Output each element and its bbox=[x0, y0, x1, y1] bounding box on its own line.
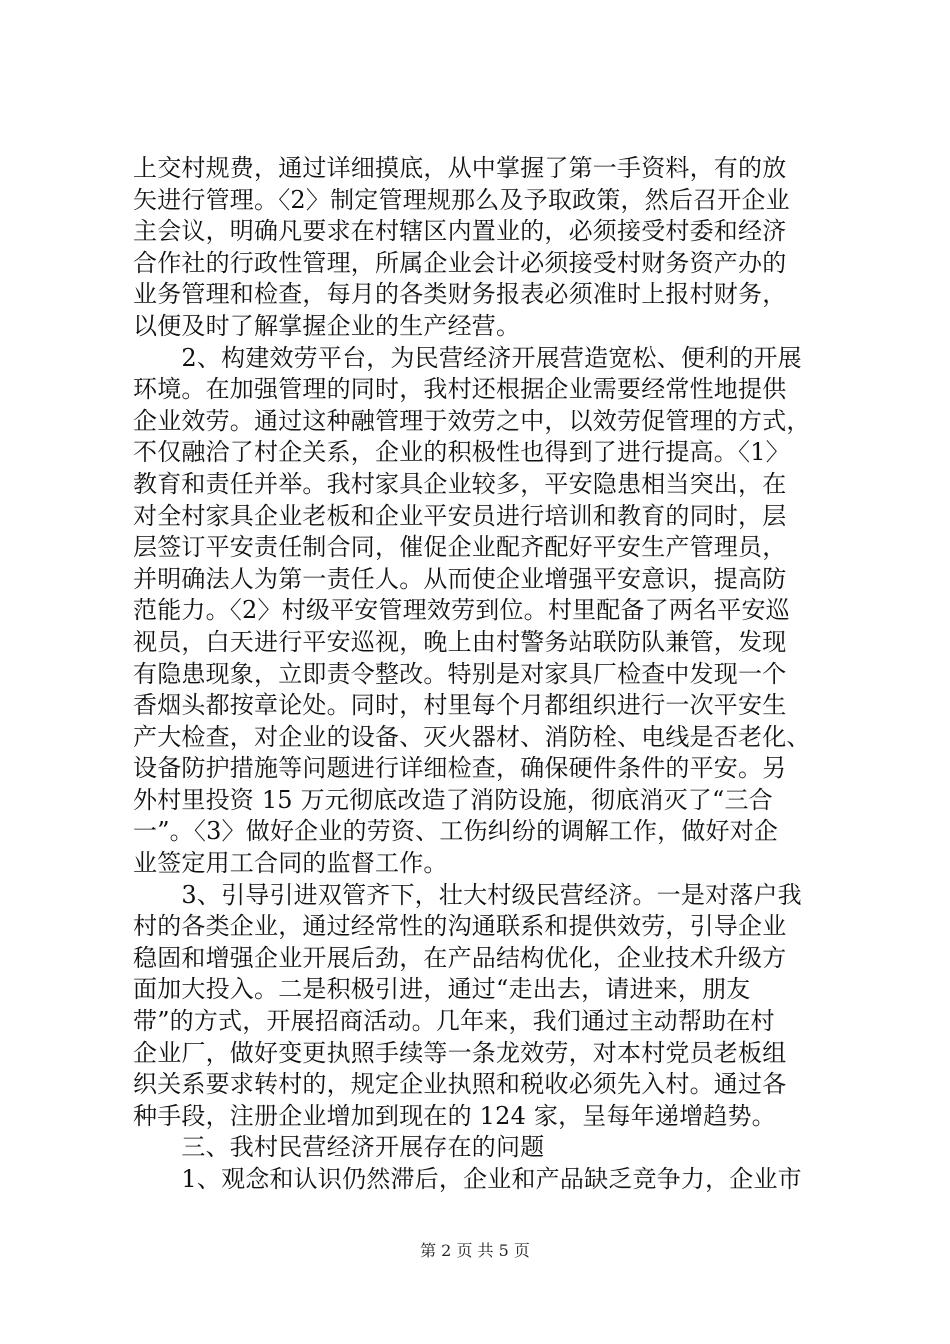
text-line: 上交村规费，通过详细摸底，从中掌握了第一手资料，有的放 bbox=[133, 154, 787, 182]
text-line: 环境。在加强管理的同时，我村还根据企业需要经常性地提供 bbox=[133, 375, 787, 404]
text-line: 外村里投资 15 万元彻底改造了消防设施，彻底消灭了“三合 bbox=[133, 785, 773, 814]
text-line: 合作社的行政性管理，所属企业会计必须接受村财务资产办的 bbox=[133, 248, 787, 277]
text-line: 产大检查，对企业的设备、灭火器材、消防栓、电线是否老化、 bbox=[133, 722, 811, 751]
text-line: 三、我村民营经济开展存在的问题 bbox=[133, 1133, 545, 1162]
text-line: 面加大投入。二是积极引进，通过“走出去，请进来，朋友 bbox=[133, 975, 751, 1004]
text-line: 带”的方式，开展招商活动。几年来，我们通过主动帮助在村 bbox=[133, 1007, 775, 1036]
text-line: 种手段，注册企业增加到现在的 124 家，呈每年递增趋势。 bbox=[133, 1101, 776, 1130]
text-line: 矢进行管理。〈2〉制定管理规那么及予取政策，然后召开企业 bbox=[133, 185, 790, 214]
text-line: 1、观念和认识仍然滞后，企业和产品缺乏竞争力，企业市 bbox=[133, 1165, 802, 1193]
page-number-footer: 第 2 页 共 5 页 bbox=[420, 1241, 530, 1260]
text-line: 对全村家具企业老板和企业平安员进行培训和教育的同时，层 bbox=[133, 501, 787, 530]
text-line: 业签定用工合同的监督工作。 bbox=[133, 849, 448, 878]
text-line: 村的各类企业，通过经常性的沟通联系和提供效劳，引导企业 bbox=[133, 912, 787, 941]
text-line: 范能力。〈2〉村级平安管理效劳到位。村里配备了两名平安巡 bbox=[133, 596, 790, 625]
text-line: 业务管理和检查，每月的各类财务报表必须准时上报村财务， bbox=[133, 280, 787, 309]
text-line: 层签订平安责任制合同，催促企业配齐配好平安生产管理员， bbox=[133, 533, 787, 562]
text-line: 设备防护措施等问题进行详细检查，确保硬件条件的平安。另 bbox=[133, 754, 787, 783]
text-line: 主会议，明确凡要求在村辖区内置业的，必须接受村委和经济 bbox=[133, 217, 787, 246]
text-line: 有隐患现象，立即责令整改。特别是对家具厂检查中发现一个 bbox=[133, 659, 787, 688]
text-line: 稳固和增强企业开展后劲，在产品结构优化，企业技术升级方 bbox=[133, 943, 787, 972]
text-line: 织关系要求转村的，规定企业执照和税收必须先入村。通过各 bbox=[133, 1070, 787, 1099]
text-line: 2、构建效劳平台，为民营经济开展营造宽松、便利的开展 bbox=[133, 343, 802, 372]
text-line: 企业厂，做好变更执照手续等一条龙效劳，对本村党员老板组 bbox=[133, 1038, 787, 1067]
text-line: 香烟头都按章论处。同时，村里每个月都组织进行一次平安生 bbox=[133, 691, 787, 720]
text-line: 以便及时了解掌握企业的生产经营。 bbox=[133, 311, 521, 340]
text-line: 3、引导引进双管齐下，壮大村级民营经济。一是对落户我 bbox=[133, 880, 802, 909]
text-line: 企业效劳。通过这种融管理于效劳之中，以效劳促管理的方式， bbox=[133, 406, 811, 435]
text-line: 不仅融洽了村企关系，企业的积极性也得到了进行提高。〈1〉 bbox=[133, 438, 790, 467]
text-line: 并明确法人为第一责任人。从而使企业增强平安意识，提高防 bbox=[133, 564, 787, 593]
text-line: 一”。〈3〉做好企业的劳资、工伤纠纷的调解工作，做好对企 bbox=[133, 817, 779, 846]
document-body bbox=[133, 153, 833, 1196]
text-line: 教育和责任并举。我村家具企业较多，平安隐患相当突出，在 bbox=[133, 469, 787, 498]
text-line: 视员，白天进行平安巡视，晚上由村警务站联防队兼管，发现 bbox=[133, 627, 787, 656]
